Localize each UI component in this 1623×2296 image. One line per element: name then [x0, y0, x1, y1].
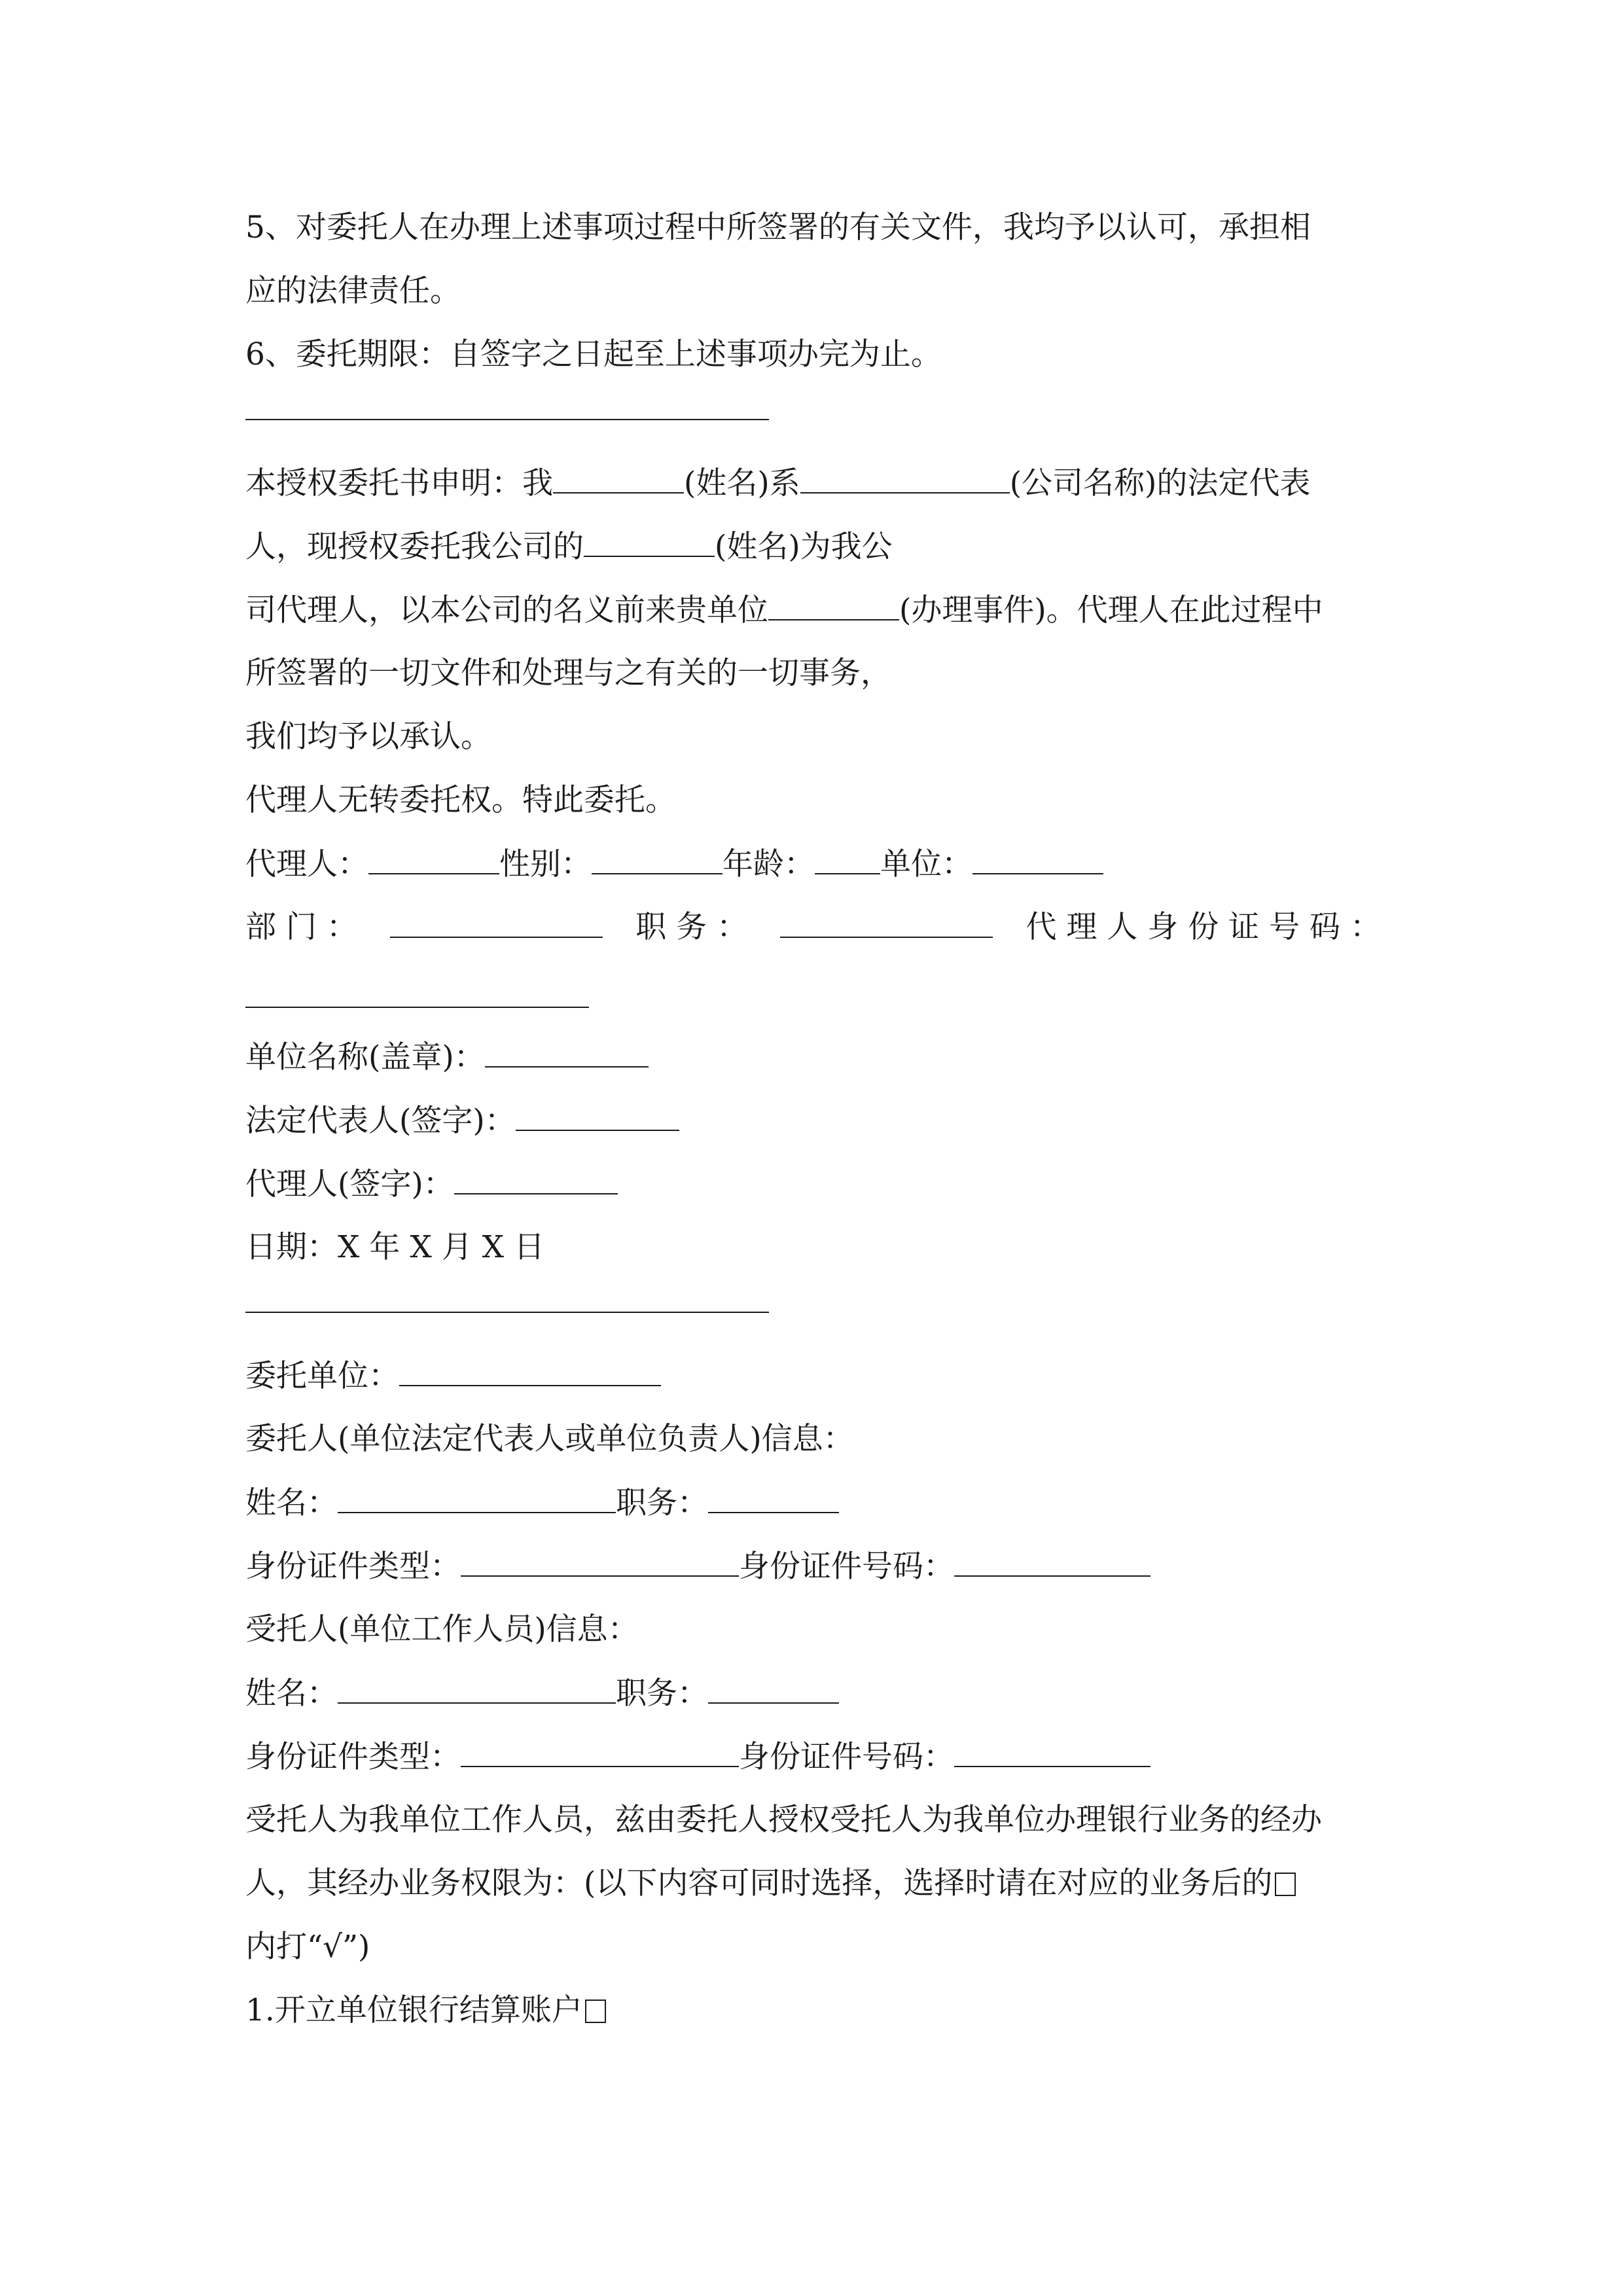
duty-label: 职务： [616, 1676, 708, 1712]
client-info-heading: 委托人(单位法定代表人或单位负责人)信息： [245, 1421, 854, 1457]
declaration-text: (办理事件)。代理人在此过程中 [899, 592, 1323, 628]
item-6: 6、委托期限：自签字之日起至上述事项办完为止。 [245, 336, 942, 372]
option-open-account [245, 1991, 1381, 2030]
unit-label: 单位： [880, 846, 972, 882]
item-5-line-2: 应的法律责任。 [245, 273, 461, 309]
authority-para-line-3: 内打“√”) [245, 1929, 370, 1965]
agent-field[interactable] [368, 844, 499, 874]
section-divider [245, 1312, 769, 1313]
id-type-label: 身份证件类型： [245, 1549, 461, 1585]
trustee-duty-field[interactable] [708, 1674, 839, 1704]
declaration-text: 人，现授权委托我公司的 [245, 529, 584, 565]
position-field[interactable] [780, 908, 993, 938]
option-label: 1.开立单位银行结算账户 [245, 1992, 582, 2028]
section-divider [245, 419, 769, 420]
authority-para-line-2 [245, 1864, 1381, 1903]
declaration-line-4: 所签署的一切文件和处理与之有关的一切事务， [245, 655, 891, 691]
declaration-line-5: 我们均予以承认。 [245, 719, 491, 755]
agent-label: 代理人： [245, 846, 368, 882]
legal-rep-sign-field[interactable] [516, 1101, 679, 1131]
declaration-text: 本授权委托书申明：我 [245, 465, 553, 501]
matter-blank[interactable] [768, 590, 899, 620]
agent-id-field[interactable] [245, 1007, 589, 1008]
declaration-line-1 [245, 463, 1381, 503]
client-name-field[interactable] [338, 1483, 616, 1513]
unit-seal-label: 单位名称(盖章)： [245, 1039, 485, 1075]
declaration-line-3 [245, 590, 1381, 630]
agent-sign-row [245, 1164, 1381, 1204]
gender-label: 性别： [499, 846, 592, 882]
trustee-name-field[interactable] [338, 1674, 616, 1704]
client-id-row [245, 1547, 1381, 1587]
trustee-name-row [245, 1674, 1381, 1713]
agent-name-blank[interactable] [584, 527, 715, 557]
no-subdelegation-note: 代理人无转委托权。特此委托。 [245, 782, 676, 818]
age-label: 年龄： [722, 846, 815, 882]
trustee-id-row [245, 1737, 1381, 1777]
client-unit-label: 委托单位： [245, 1358, 399, 1394]
legal-rep-sign-row [245, 1101, 1381, 1141]
position-label: 职 务 ： [635, 909, 748, 945]
client-id-number-field[interactable] [954, 1547, 1150, 1577]
dept-position-row [245, 908, 1381, 947]
duty-label: 职务： [616, 1485, 708, 1521]
client-unit-field[interactable] [399, 1356, 661, 1386]
authority-para-line-1: 受托人为我单位工作人员，兹由委托人授权受托人为我单位办理银行业务的经办 [245, 1802, 1322, 1838]
id-number-label: 身份证件号码： [739, 1739, 954, 1775]
name-label: 姓名： [245, 1485, 338, 1521]
trustee-info-heading: 受托人(单位工作人员)信息： [245, 1611, 639, 1647]
dept-field[interactable] [390, 908, 603, 938]
authority-text: 人，其经办业务权限为：(以下内容可同时选择，选择时请在对应的业务后的 [245, 1865, 1273, 1901]
declaration-text: (公司名称)的法定代表 [1009, 465, 1311, 501]
client-unit-row [245, 1356, 1381, 1396]
declaration-text: (姓名)系 [684, 465, 800, 501]
name-label: 姓名： [245, 1676, 338, 1712]
principal-name-blank[interactable] [553, 463, 684, 493]
legal-rep-sign-label: 法定代表人(签字)： [245, 1103, 516, 1139]
id-type-label: 身份证件类型： [245, 1739, 461, 1775]
id-number-label: 身份证件号码： [739, 1549, 954, 1585]
client-id-type-field[interactable] [461, 1547, 739, 1577]
gender-field[interactable] [592, 844, 722, 874]
checkbox-icon [1275, 1873, 1296, 1896]
agent-sign-field[interactable] [454, 1164, 618, 1194]
agent-sign-label: 代理人(签字)： [245, 1166, 454, 1202]
agent-details-row [245, 844, 1381, 884]
client-duty-field[interactable] [708, 1483, 839, 1513]
declaration-line-2 [245, 527, 1381, 567]
item-5-line-1: 5、对委托人在办理上述事项过程中所签署的有关文件，我均予以认可，承担相 [245, 209, 1311, 245]
trustee-id-number-field[interactable] [954, 1737, 1150, 1767]
declaration-text: (姓名)为我公 [715, 529, 893, 565]
unit-seal-field[interactable] [485, 1037, 649, 1067]
declaration-text: 司代理人，以本公司的名义前来贵单位 [245, 592, 768, 628]
dept-label: 部 门 ： [245, 909, 357, 945]
unit-field[interactable] [972, 844, 1103, 874]
age-field[interactable] [815, 844, 880, 874]
company-name-blank[interactable] [800, 463, 1010, 493]
client-name-row [245, 1483, 1381, 1523]
agent-id-label: 代 理 人 身 份 证 号 码 ： [1026, 909, 1381, 945]
trustee-id-type-field[interactable] [461, 1737, 739, 1767]
unit-seal-row [245, 1037, 1381, 1077]
open-account-checkbox[interactable] [585, 2000, 606, 2023]
date-line: 日期：X 年 X 月 X 日 [245, 1229, 545, 1265]
